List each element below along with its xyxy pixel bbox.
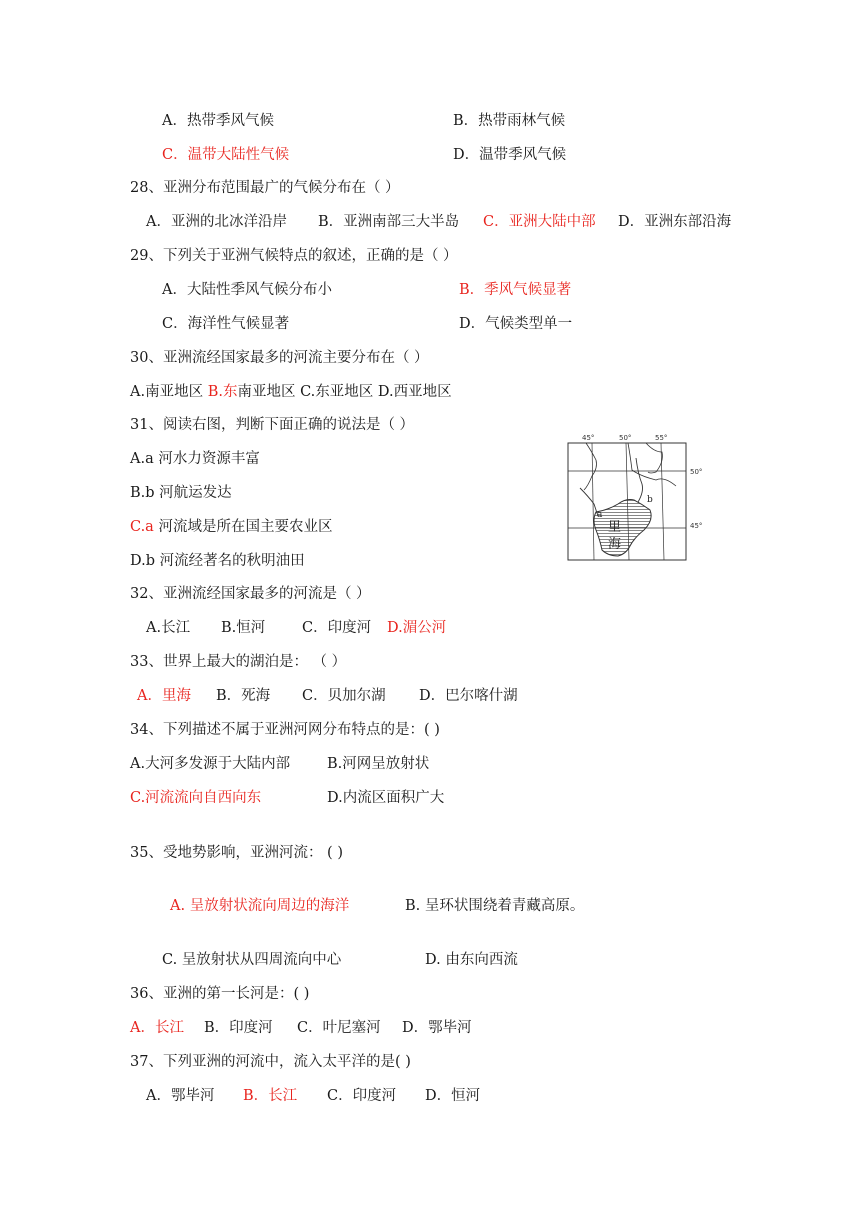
q27-option-c-answer: C．温带大陆性气候 bbox=[162, 147, 290, 163]
q33-option-d: D．巴尔喀什湖 bbox=[419, 688, 518, 704]
caspian-sea-map bbox=[566, 430, 726, 570]
q30-option-d: D.西亚地区 bbox=[377, 384, 452, 400]
q35-option-b: B. 呈环状围绕着青藏高原。 bbox=[405, 898, 585, 914]
map-lat-label-45: 45° bbox=[690, 522, 703, 530]
q28-option-b: B．亚洲南部三大半岛 bbox=[318, 214, 460, 230]
q31-option-c-rest: 河流域是所在国主要农业区 bbox=[153, 519, 333, 535]
q28-option-c-answer: C．亚洲大陆中部 bbox=[483, 214, 596, 230]
q28-stem: 28、亚洲分布范围最广的气候分布在（ ） bbox=[130, 180, 400, 196]
q34-stem: 34、下列描述不属于亚洲河网分布特点的是：( ) bbox=[130, 722, 440, 738]
q36-option-b: B．印度河 bbox=[204, 1020, 273, 1036]
q37-option-b-answer: B．长江 bbox=[243, 1088, 298, 1104]
q30-option-b-answer: B.东 bbox=[207, 384, 238, 400]
q27-option-b: B．热带雨林气候 bbox=[453, 113, 566, 129]
q32-option-d-answer: D.湄公河 bbox=[387, 620, 447, 636]
map-lat-label-50: 50° bbox=[690, 468, 703, 476]
river-b-label: b bbox=[647, 495, 653, 505]
q28-option-a: A．亚洲的北冰洋沿岸 bbox=[146, 214, 287, 230]
sea-label-li: 里 bbox=[608, 520, 622, 535]
q31-option-a: A.a 河水力资源丰富 bbox=[130, 451, 260, 467]
q29-option-a: A．大陆性季风气候分布小 bbox=[162, 282, 332, 298]
river-b bbox=[636, 458, 643, 502]
q29-option-c: C．海洋性气候显著 bbox=[162, 316, 290, 332]
q32-stem: 32、亚洲流经国家最多的河流是（ ） bbox=[130, 586, 371, 602]
q30-option-a: A.南亚地区 bbox=[130, 384, 204, 400]
q30-options bbox=[130, 383, 452, 401]
q32-option-b: B.恒河 bbox=[221, 620, 266, 636]
q30-option-b-rest: 南亚地区 bbox=[237, 384, 296, 400]
map-lon-label-55: 55° bbox=[655, 434, 668, 442]
q30-option-c: C.东亚地区 bbox=[300, 384, 374, 400]
q33-option-b: B．死海 bbox=[216, 688, 271, 704]
river-a bbox=[580, 488, 598, 516]
caspian-sea-shape bbox=[594, 500, 651, 557]
q32-option-c: C．印度河 bbox=[302, 620, 372, 636]
q31-option-b: B.b 河航运发达 bbox=[130, 485, 232, 501]
q33-option-a: A．里海 bbox=[137, 688, 191, 704]
map-lon-label-45: 45° bbox=[582, 434, 595, 442]
q36-option-d: D．鄂毕河 bbox=[402, 1020, 472, 1036]
q37-stem: 37、下列亚洲的河流中，流入太平洋的是( ) bbox=[130, 1054, 411, 1070]
sea-label-hai: 海 bbox=[608, 537, 622, 552]
q34-option-c-answer: C.河流流向自西向东 bbox=[130, 790, 262, 806]
q29-option-d: D．气候类型单一 bbox=[459, 316, 573, 332]
q35-stem: 35、受地势影响，亚洲河流： ( ) bbox=[130, 845, 343, 861]
q33-stem: 33、世界上最大的湖泊是： （ ） bbox=[130, 654, 347, 670]
q27-option-a: A．热带季风气候 bbox=[162, 113, 274, 129]
q31-stem: 31、阅读右图，判断下面正确的说法是（ ） bbox=[130, 417, 415, 433]
q36-option-c: C．叶尼塞河 bbox=[297, 1020, 381, 1036]
q34-option-a: A.大河多发源于大陆内部 bbox=[130, 756, 291, 772]
q31-option-c-answer: C.a bbox=[130, 519, 154, 535]
q36-stem: 36、亚洲的第一长河是：( ) bbox=[130, 986, 310, 1002]
q28-option-d: D．亚洲东部沿海 bbox=[618, 214, 732, 230]
q37-option-c: C．印度河 bbox=[327, 1088, 397, 1104]
q37-option-a: A．鄂毕河 bbox=[146, 1088, 215, 1104]
q27-option-d: D．温带季风气候 bbox=[453, 147, 567, 163]
q37-option-d: D．恒河 bbox=[425, 1088, 481, 1104]
q29-stem: 29、下列关于亚洲气候特点的叙述，正确的是（ ） bbox=[130, 248, 458, 264]
q33-option-c: C．贝加尔湖 bbox=[302, 688, 386, 704]
river-a-label: a bbox=[597, 510, 603, 520]
map-lon-label-50: 50° bbox=[619, 434, 632, 442]
q35-option-a-answer: A. 呈放射状流向周边的海洋 bbox=[170, 898, 350, 914]
q30-stem: 30、亚洲流经国家最多的河流主要分布在（ ） bbox=[130, 350, 429, 366]
q32-option-a: A.长江 bbox=[146, 620, 191, 636]
q36-option-a-answer: A．长江 bbox=[130, 1020, 184, 1036]
q34-option-d: D.内流区面积广大 bbox=[327, 790, 445, 806]
q29-option-b-answer: B．季风气候显著 bbox=[459, 282, 572, 298]
q35-option-c: C. 呈放射状从四周流向中心 bbox=[162, 952, 342, 968]
q31-option-c bbox=[130, 518, 332, 536]
q35-option-d: D. 由东向西流 bbox=[425, 952, 518, 968]
q34-option-b: B.河网呈放射状 bbox=[327, 756, 430, 772]
q31-option-d: D.b 河流经著名的秋明油田 bbox=[130, 553, 305, 569]
